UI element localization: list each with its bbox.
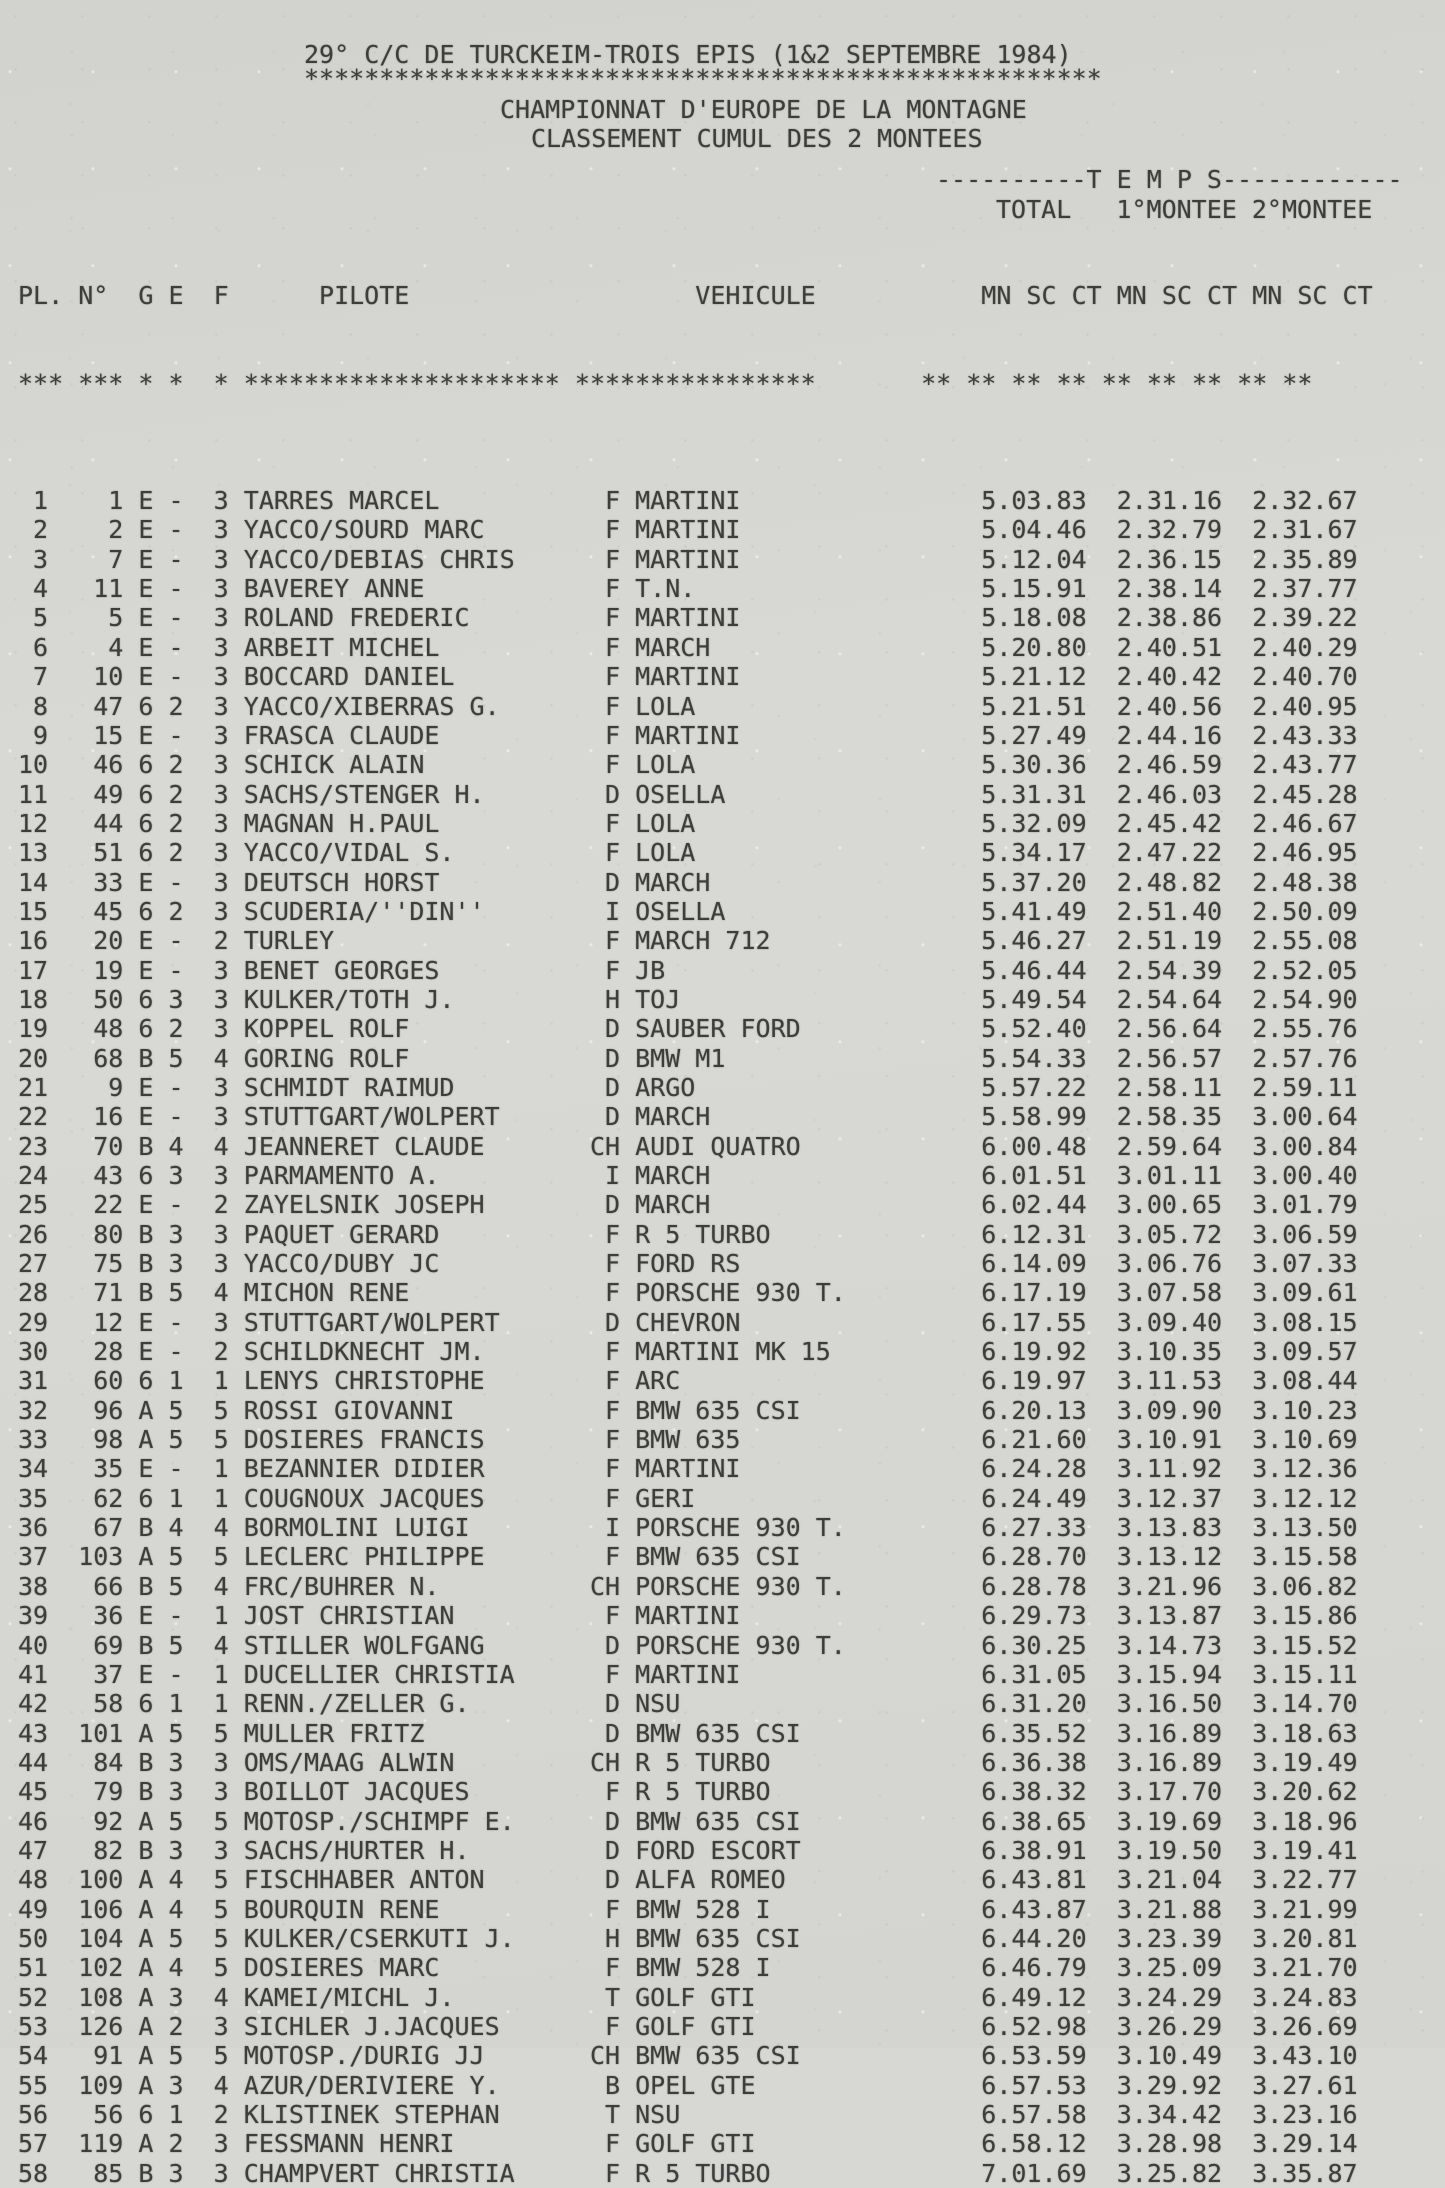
table-row: 25 22 E - 2 ZAYELSNIK JOSEPH D MARCH 6.02.44 3.00.65 3.01.79: [18, 1190, 1358, 1220]
table-row: 43 101 A 5 5 MULLER FRITZ D BMW 635 CSI 6.35.52 3.16.89 3.18.63: [18, 1718, 1358, 1748]
temps-banner: ----------T E M P S------------: [936, 165, 1403, 194]
table-row: 9 15 E - 3 FRASCA CLAUDE F MARTINI 5.27.49 2.44.16 2.43.33: [18, 720, 1358, 750]
table-row: 5 5 E - 3 ROLAND FREDERIC F MARTINI 5.18.08 2.38.86 2.39.22: [18, 603, 1358, 633]
table-row: 12 44 6 2 3 MAGNAN H.PAUL F LOLA 5.32.09 2.45.42 2.46.67: [18, 808, 1358, 838]
table-row: 24 43 6 3 3 PARMAMENTO A. I MARCH 6.01.51 3.01.11 3.00.40: [18, 1161, 1358, 1190]
table-row: 31 60 6 1 1 LENYS CHRISTOPHE F ARC 6.19.97 3.11.53 3.08.44: [18, 1366, 1358, 1396]
table-row: 37 103 A 5 5 LECLERC PHILIPPE F BMW 635 CSI 6.28.70 3.13.12 3.15.58: [18, 1542, 1358, 1572]
table-row: 4 11 E - 3 BAVEREY ANNE F T.N. 5.15.91 2.38.14 2.37.77: [18, 574, 1358, 604]
table-row: 53 126 A 2 3 SICHLER J.JACQUES F GOLF GTI 6.52.98 3.26.29 3.26.69: [18, 2011, 1358, 2041]
table-row: 44 84 B 3 3 OMS/MAAG ALWIN CH R 5 TURBO 6.36.38 3.16.89 3.19.49: [18, 1747, 1358, 1777]
table-row: 14 33 E - 3 DEUTSCH HORST D MARCH 5.37.20 2.48.82 2.48.38: [18, 867, 1358, 897]
table-row: 58 85 B 3 3 CHAMPVERT CHRISTIA F R 5 TURBO 7.01.69 3.25.82 3.35.87: [18, 2158, 1358, 2188]
table-row: 26 80 B 3 3 PAQUET GERARD F R 5 TURBO 6.12.31 3.05.72 3.06.59: [18, 1219, 1358, 1249]
table-columns-header: PL. N° G E F PILOTE VEHICULE MN SC CT MN SC CT MN SC CT: [18, 280, 1373, 310]
table-row: 16 20 E - 2 TURLEY F MARCH 712 5.46.27 2.51.19 2.55.08: [18, 926, 1358, 956]
table-row: 54 91 A 5 5 MOTOSP./DURIG JJ CH BMW 635 CSI 6.53.59 3.10.49 3.43.10: [18, 2041, 1358, 2071]
table-row: 11 49 6 2 3 SACHS/STENGER H. D OSELLA 5.31.31 2.46.03 2.45.28: [18, 779, 1358, 809]
table-row: 45 79 B 3 3 BOILLOT JACQUES F R 5 TURBO 6.38.32 3.17.70 3.20.62: [18, 1777, 1358, 1807]
table-row: 3 7 E - 3 YACCO/DEBIAS CHRIS F MARTINI 5.12.04 2.36.15 2.35.89: [18, 544, 1358, 574]
table-row: 40 69 B 5 4 STILLER WOLFGANG D PORSCHE 930 T. 6.30.25 3.14.73 3.15.52: [18, 1630, 1358, 1660]
table-row: 52 108 A 3 4 KAMEI/MICHL J. T GOLF GTI 6.49.12 3.24.29 3.24.83: [18, 1982, 1358, 2012]
table-row: 32 96 A 5 5 ROSSI GIOVANNI F BMW 635 CSI 6.20.13 3.09.90 3.10.23: [18, 1395, 1358, 1425]
table-row: 20 68 B 5 4 GORING ROLF D BMW M1 5.54.33 2.56.57 2.57.76: [18, 1043, 1358, 1073]
table-row: 35 62 6 1 1 COUGNOUX JACQUES F GERI 6.24.49 3.12.37 3.12.12: [18, 1483, 1358, 1513]
table-row: 22 16 E - 3 STUTTGART/WOLPERT D MARCH 5.58.99 2.58.35 3.00.64: [18, 1102, 1358, 1132]
times-group-header: TOTAL 1°MONTEE 2°MONTEE: [996, 195, 1373, 224]
table-row: 36 67 B 4 4 BORMOLINI LUIGI I PORSCHE 930 T. 6.27.33 3.13.83 3.13.50: [18, 1513, 1358, 1543]
table-row: 29 12 E - 3 STUTTGART/WOLPERT D CHEVRON 6.17.55 3.09.40 3.08.15: [18, 1307, 1358, 1337]
table-row: 50 104 A 5 5 KULKER/CSERKUTI J. H BMW 635 CSI 6.44.20 3.23.39 3.20.81: [18, 1923, 1358, 1953]
table-row: 7 10 E - 3 BOCCARD DANIEL F MARTINI 5.21.12 2.40.42 2.40.70: [18, 662, 1358, 692]
table-row: 30 28 E - 2 SCHILDKNECHT JM. F MARTINI MK 15 6.19.92 3.10.35 3.09.57: [18, 1337, 1358, 1367]
table-row: 2 2 E - 3 YACCO/SOURD MARC F MARTINI 5.04.46 2.32.79 2.31.67: [18, 515, 1358, 545]
table-row: 57 119 A 2 3 FESSMANN HENRI F GOLF GTI 6.58.12 3.28.98 3.29.14: [18, 2129, 1358, 2159]
table-row: 17 19 E - 3 BENET GEORGES F JB 5.46.44 2.54.39 2.52.05: [18, 955, 1358, 985]
table-row: 49 106 A 4 5 BOURQUIN RENE F BMW 528 I 6.43.87 3.21.88 3.21.99: [18, 1894, 1358, 1924]
results-table: [18, 222, 1373, 2188]
table-row: 38 66 B 5 4 FRC/BUHRER N. CH PORSCHE 930 T. 6.28.78 3.21.96 3.06.82: [18, 1571, 1358, 1601]
table-row: 42 58 6 1 1 RENN./ZELLER G. D NSU 6.31.20 3.16.50 3.14.70: [18, 1689, 1358, 1719]
table-row: 27 75 B 3 3 YACCO/DUBY JC F FORD RS 6.14.09 3.06.76 3.07.33: [18, 1249, 1358, 1279]
table-row: 46 92 A 5 5 MOTOSP./SCHIMPF E. D BMW 635 CSI 6.38.65 3.19.69 3.18.96: [18, 1806, 1358, 1836]
race-title: 29° C/C DE TURCKEIM-TROIS EPIS (1&2 SEPTEMBRE 1984): [304, 40, 1072, 69]
table-row: 8 47 6 2 3 YACCO/XIBERRAS G. F LOLA 5.21.51 2.40.56 2.40.95: [18, 691, 1358, 721]
table-row: 28 71 B 5 4 MICHON RENE F PORSCHE 930 T. 6.17.19 3.07.58 3.09.61: [18, 1278, 1358, 1308]
table-row: 18 50 6 3 3 KULKER/TOTH J. H TOJ 5.49.54 2.54.64 2.54.90: [18, 984, 1358, 1014]
table-row: 10 46 6 2 3 SCHICK ALAIN F LOLA 5.30.36 2.46.59 2.43.77: [18, 750, 1358, 780]
table-row: 55 109 A 3 4 AZUR/DERIVIERE Y. B OPEL GTE 6.57.53 3.29.92 3.27.61: [18, 2070, 1358, 2100]
table-row: 56 56 6 1 2 KLISTINEK STEPHAN T NSU 6.57.58 3.34.42 3.23.16: [18, 2100, 1358, 2129]
table-row: 34 35 E - 1 BEZANNIER DIDIER F MARTINI 6.24.28 3.11.92 3.12.36: [18, 1454, 1358, 1484]
table-row: 51 102 A 4 5 DOSIERES MARC F BMW 528 I 6.46.79 3.25.09 3.21.70: [18, 1953, 1358, 1983]
table-row: 23 70 B 4 4 JEANNERET CLAUDE CH AUDI QUATRO 6.00.48 2.59.64 3.00.84: [18, 1131, 1358, 1161]
table-row: 48 100 A 4 5 FISCHHABER ANTON D ALFA ROMEO 6.43.81 3.21.04 3.22.77: [18, 1865, 1358, 1895]
classement-subtitle: CLASSEMENT CUMUL DES 2 MONTEES: [531, 124, 983, 153]
table-row: 47 82 B 3 3 SACHS/HURTER H. D FORD ESCORT 6.38.91 3.19.50 3.19.41: [18, 1835, 1358, 1865]
title-underline: *****************************************************: [304, 64, 1102, 93]
table-row: 15 45 6 2 3 SCUDERIA/''DIN'' I OSELLA 5.41.49 2.51.40 2.50.09: [18, 896, 1358, 926]
table-row: 19 48 6 2 3 KOPPEL ROLF D SAUBER FORD 5.52.40 2.56.64 2.55.76: [18, 1014, 1358, 1044]
table-row: 41 37 E - 1 DUCELLIER CHRISTIA F MARTINI 6.31.05 3.15.94 3.15.11: [18, 1659, 1358, 1689]
table-row: 13 51 6 2 3 YACCO/VIDAL S. F LOLA 5.34.17 2.47.22 2.46.95: [18, 838, 1358, 868]
table-row: 39 36 E - 1 JOST CHRISTIAN F MARTINI 6.29.73 3.13.87 3.15.86: [18, 1601, 1358, 1631]
table-separator: *** *** * * * ********************* **************** ** ** ** ** ** ** ** ** **: [18, 368, 1313, 398]
table-row: 6 4 E - 3 ARBEIT MICHEL F MARCH 5.20.80 2.40.51 2.40.29: [18, 632, 1358, 662]
table-row: 1 1 E - 3 TARRES MARCEL F MARTINI 5.03.83 2.31.16 2.32.67: [18, 486, 1358, 516]
table-row: 33 98 A 5 5 DOSIERES FRANCIS F BMW 635 6.21.60 3.10.91 3.10.69: [18, 1425, 1358, 1455]
table-row: 21 9 E - 3 SCHMIDT RAIMUD D ARGO 5.57.22 2.58.11 2.59.11: [18, 1072, 1358, 1102]
championship-subtitle: CHAMPIONNAT D'EUROPE DE LA MONTAGNE: [500, 95, 1027, 124]
